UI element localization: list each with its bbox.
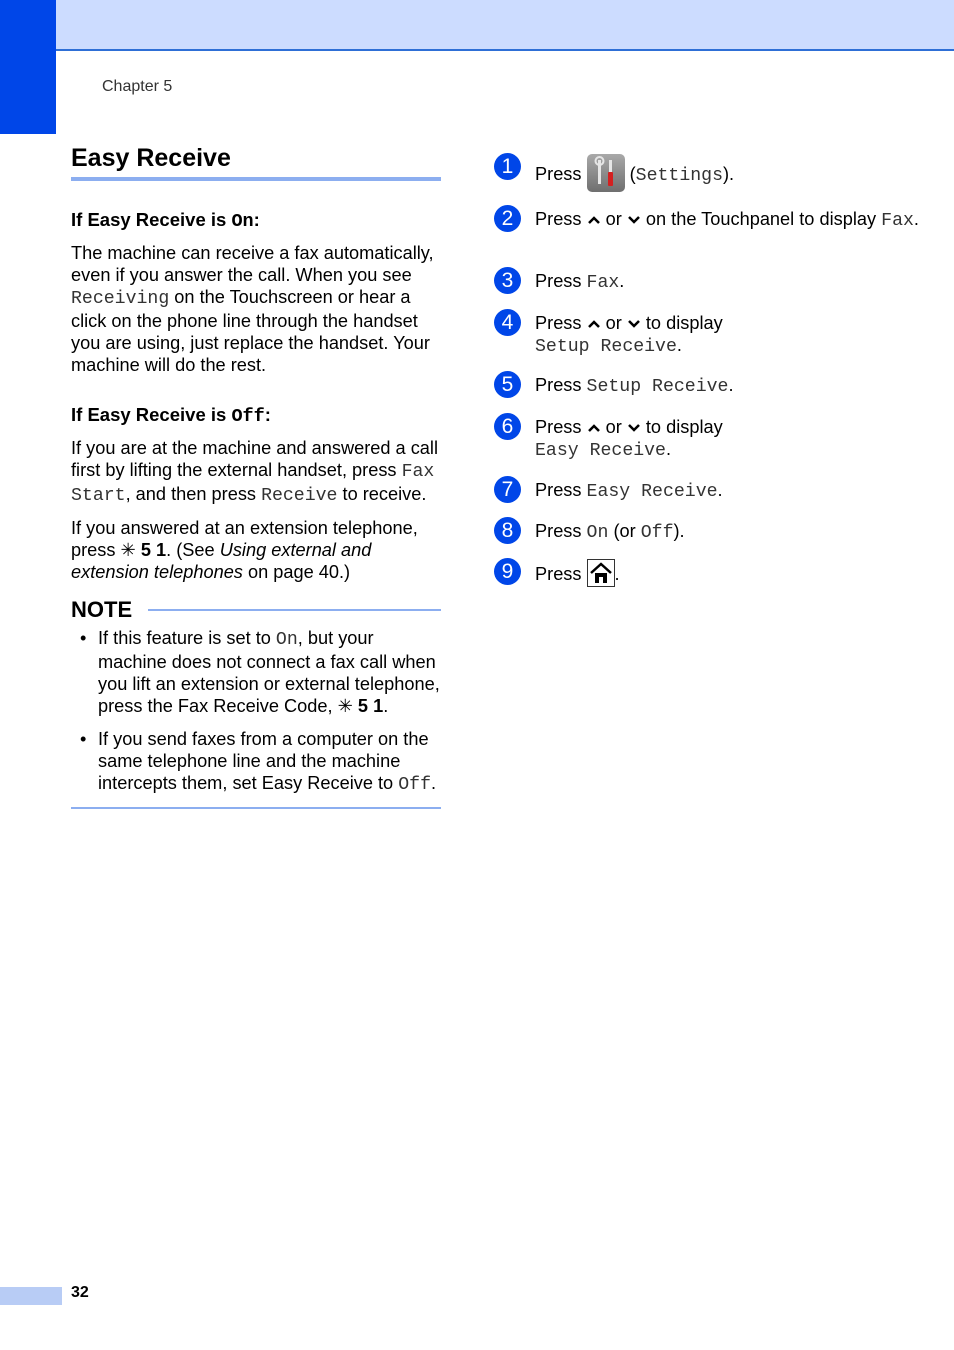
paragraph-extension: If you answered at an extension telephone, press ✳ 5 1. (See Using external and extension telephones on page 40.) — [71, 518, 418, 582]
chevron-up-icon — [587, 422, 601, 434]
step-number: 4 — [494, 309, 521, 336]
step-2: 2 Press or on the Touchpanel to display Fax. — [494, 202, 934, 264]
note-item: • If this feature is set to On, but your machine does not connect a fax call when you lift an extension or external telephone, press the Fax Receive Code, ✳ 5 1. — [71, 627, 441, 717]
step-4: 4 Press or to display Setup Receive. — [494, 306, 934, 368]
step-number: 9 — [494, 558, 521, 585]
step-5: 5 Press Setup Receive. — [494, 368, 934, 410]
settings-icon — [587, 154, 625, 192]
chevron-down-icon — [627, 422, 641, 434]
chevron-down-icon — [627, 214, 641, 226]
note-box — [71, 597, 441, 809]
note-item: • If you send faxes from a computer on the same telephone line and the machine intercepts them, set Easy Receive to Off. — [71, 728, 441, 796]
step-7: 7 Press Easy Receive. — [494, 473, 934, 514]
section-title: Easy Receive — [71, 140, 441, 181]
left-column — [71, 140, 441, 809]
home-icon — [587, 559, 615, 587]
chevron-up-icon — [587, 214, 601, 226]
page-tab — [0, 1287, 62, 1305]
step-9: 9 Press . — [494, 555, 934, 597]
paragraph-off: If you are at the machine and answered a call first by lifting the external handset, press Fax Start, and then press Receive to receive. — [71, 438, 439, 506]
header-band — [0, 0, 954, 51]
note-bottom-rule — [71, 807, 441, 809]
step-1: 1 Press (Settings). — [494, 150, 934, 202]
step-number: 6 — [494, 413, 521, 440]
chevron-up-icon — [587, 318, 601, 330]
subheading-off: If Easy Receive is Off: — [71, 404, 271, 427]
chapter-tab — [0, 0, 56, 134]
step-3: 3 Press Fax. — [494, 264, 934, 306]
step-number: 2 — [494, 205, 521, 232]
chevron-down-icon — [627, 318, 641, 330]
note-rule — [148, 609, 441, 611]
step-number: 8 — [494, 517, 521, 544]
note-title: NOTE — [71, 597, 133, 622]
step-number: 1 — [494, 153, 521, 180]
step-6: 6 Press or to display Easy Receive. — [494, 410, 934, 473]
page-number: 32 — [71, 1284, 89, 1301]
step-number: 5 — [494, 371, 521, 398]
step-8: 8 Press On (or Off). — [494, 514, 934, 555]
step-number: 3 — [494, 267, 521, 294]
subheading-on: If Easy Receive is On: — [71, 209, 260, 232]
step-number: 7 — [494, 476, 521, 503]
steps-list — [494, 150, 934, 597]
paragraph-on: The machine can receive a fax automatically, even if you answer the call. When you see Receiving on the Touchscreen or hear a click on the phone line through the handset you are using, just replace the handset. Your machine will do the rest. — [71, 243, 434, 375]
star-key-icon: ✳ — [120, 540, 136, 560]
star-key-icon: ✳ — [337, 696, 353, 716]
chapter-label: Chapter 5 — [102, 78, 173, 95]
